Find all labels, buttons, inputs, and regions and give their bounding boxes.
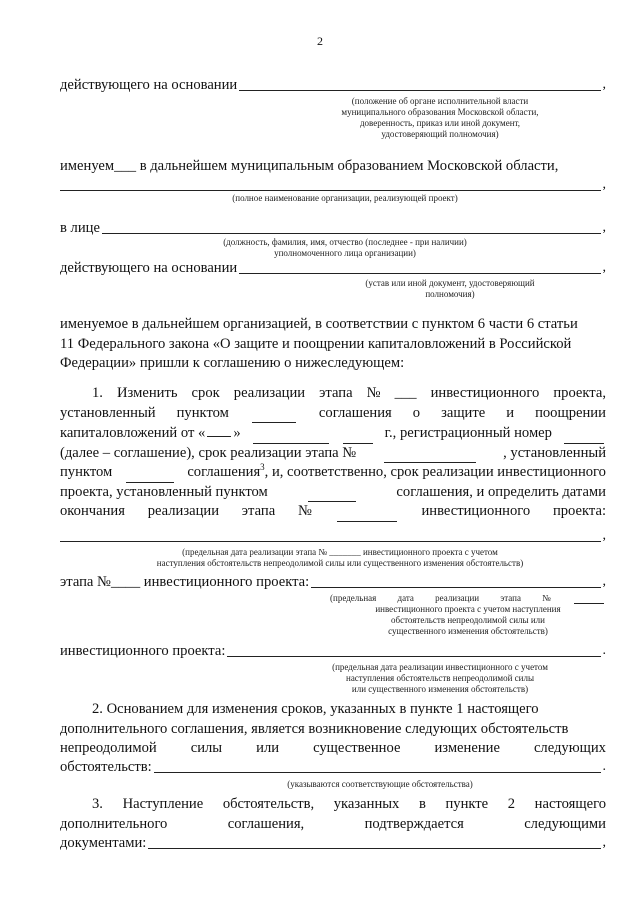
clause-1-line-7: окончания реализации этапа № инвестиционного проекта:	[60, 502, 606, 522]
basis-line-2: действующего на основании ,	[60, 260, 606, 276]
project-date-line: инвестиционного проекта: .	[60, 643, 606, 659]
clause-3-line-2: дополнительного соглашения, подтверждается следующими	[60, 815, 606, 832]
person-label: в лице	[60, 220, 100, 236]
clause-2: 2. Основанием для изменения сроков, указанных в пункте 1 настоящего дополнительного соглашения, является возникновение следующих обстоятельств непреодолимой силы или существенное изменение следующих	[60, 700, 606, 759]
clause-1-line-6: проекта, установленный пунктом соглашения, и определить датами	[60, 483, 606, 503]
clause-point-field-3[interactable]	[308, 488, 356, 502]
clause-1	[60, 384, 606, 522]
stage-number-field-1[interactable]	[384, 449, 476, 463]
stage-date-line-1: ,	[60, 527, 606, 545]
page-number: 2	[317, 34, 323, 48]
stage-date-field-1[interactable]	[60, 528, 601, 542]
org-name-line: ,	[60, 176, 606, 194]
reg-number-field[interactable]	[564, 430, 604, 444]
documents-field[interactable]	[148, 835, 600, 849]
named-line	[60, 157, 606, 175]
stage-number-field-2[interactable]	[337, 508, 397, 522]
stage-date-hint-1: (предельная дата реализации этапа № _______ инвестиционного проекта с учетом наступления обстоятельств непреодолимой силы или существенного изменения обстоятельств)	[156, 547, 524, 568]
basis-field[interactable]	[239, 77, 600, 91]
named-label: именуем___ в дальнейшем муниципальным образованием Московской области,	[60, 158, 559, 174]
clause-1-line-4: (далее – соглашение), срок реализации этапа № , установленный	[60, 444, 606, 464]
clause-point-field-2[interactable]	[126, 469, 174, 483]
documents-line: документами: ,	[60, 835, 606, 851]
clause-1-line-2: установленный пунктом соглашения о защите и поощрении	[60, 404, 606, 424]
date-month-field[interactable]	[253, 430, 329, 444]
person-field[interactable]	[102, 220, 601, 234]
basis-hint-2: (устав или иной документ, удостоверяющий полномочия)	[365, 278, 535, 299]
basis-label-2: действующего на основании	[60, 260, 238, 276]
clause-1-line-3: капиталовложений от « » г., регистрационный номер	[60, 423, 606, 444]
person-hint: (должность, фамилия, имя, отчество (последнее - при наличии) уполномоченного лица организации)	[223, 237, 467, 258]
circumstances-hint: (указываются соответствующие обстоятельства)	[287, 779, 473, 789]
clause-2-line-3: непреодолимой силы или существенное изменение следующих	[60, 740, 606, 756]
stage-date-hint-2: (предельная дата реализации этапа № инвестиционного проекта с учетом наступления обстоятельств непреодолимой силы или существенного изменения обстоятельств)	[330, 593, 606, 637]
circumstances-line: обстоятельств: .	[60, 759, 606, 775]
basis-line-1: действующего на основании ,	[60, 77, 606, 93]
org-name-field[interactable]	[60, 177, 601, 191]
clause-3-line-1: 3. Наступление обстоятельств, указанных в пункте 2 настоящего	[92, 796, 606, 812]
basis-label: действующего на основании	[60, 77, 238, 93]
person-line: в лице ,	[60, 220, 606, 236]
date-day-field[interactable]	[207, 423, 231, 437]
stage-date-line-2: этапа №____ инвестиционного проекта: ,	[60, 574, 606, 590]
clause-3	[60, 795, 606, 834]
intro-paragraph: именуемое в дальнейшем организацией, в соответствии с пунктом 6 части 6 статьи 11 Федерального закона «О защите и поощрении капиталовложений в Российской Федерации» пришли к соглашению о нижеследующем:	[60, 316, 578, 371]
basis-field-2[interactable]	[239, 260, 600, 274]
clause-1-line-5: пунктом соглашения$^3$, и, соответственно, срок реализации инвестиционного	[60, 463, 606, 483]
clause-point-field-1[interactable]	[252, 409, 296, 423]
basis-hint: (положение об органе исполнительной власти муниципального образования Московской области, доверенность, приказ или иной документ, удостоверяющий полномочия)	[341, 96, 539, 139]
org-name-hint: (полное наименование организации, реализующей проект)	[232, 193, 458, 203]
project-date-hint: (предельная дата реализации инвестиционного с учетом наступления обстоятельств непреодолимой силы или существенного изменения обстоятельств)	[332, 662, 548, 694]
project-date-field[interactable]	[227, 643, 600, 657]
circumstances-field[interactable]	[154, 759, 601, 773]
date-year-field[interactable]	[343, 430, 373, 444]
stage-date-field-2[interactable]	[311, 574, 600, 588]
clause-1-line-1: 1. Изменить срок реализации этапа № ___ инвестиционного проекта,	[92, 385, 606, 401]
